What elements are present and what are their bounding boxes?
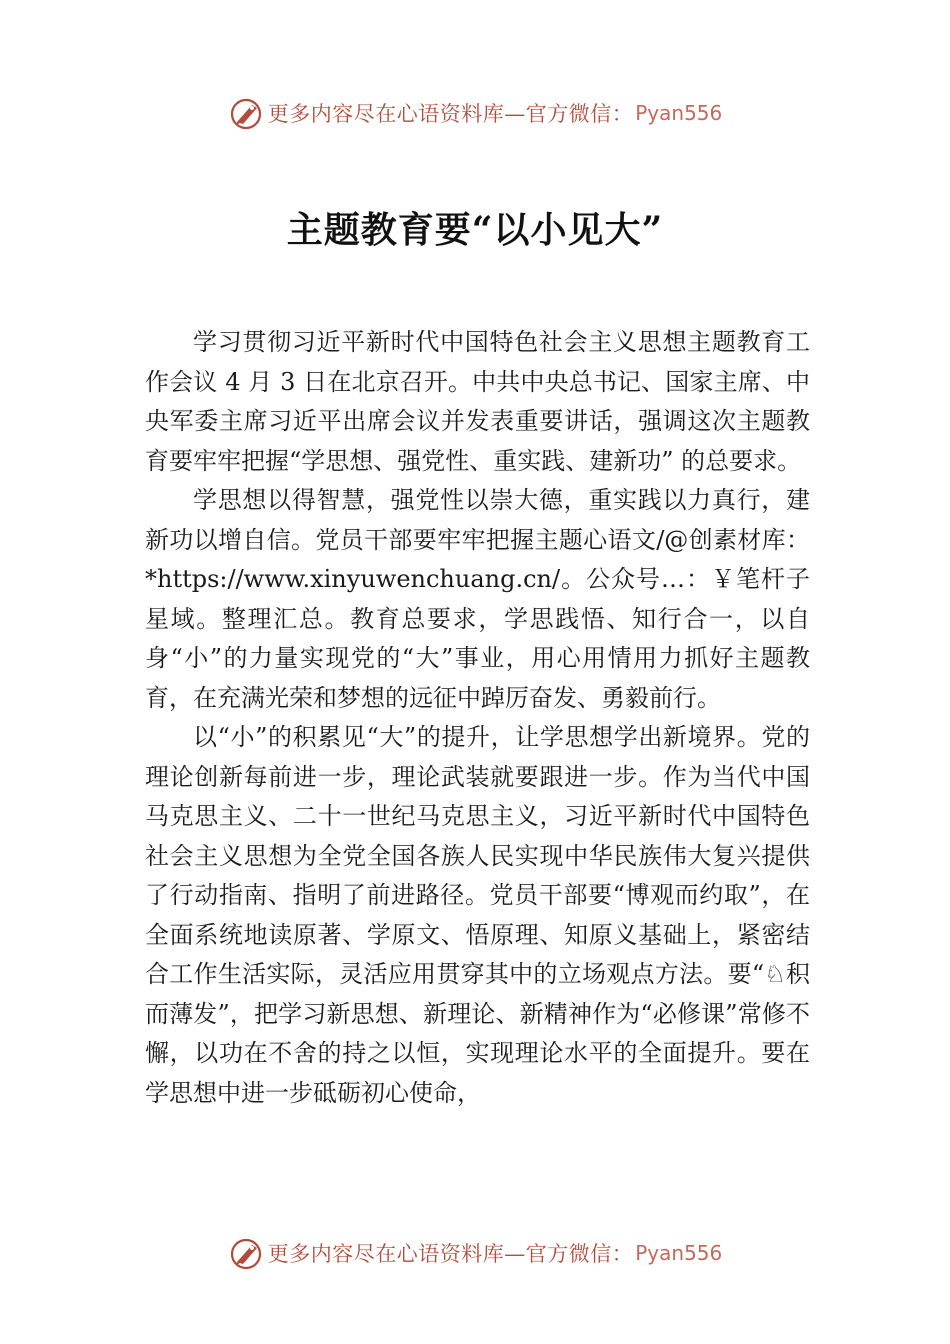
paragraph: 以“小”的积累见“大”的提升，让学思想学出新境界。党的理论创新每前进一步，理论武装就要跟进一步。作为当代中国马克思主义、二十一世纪马克思主义，习近平新时代中国特色社会主义思想为全党全国各族人民实现中华民族伟大复兴提供了行动指南、指明了前进路径。党员干部要“博观而约取”，在全面系统地读原著、学原文、悟原理、知原义基础上，紧密结合工作生活实际，灵活应用贯穿其中的立场观点方法。要“♘积而薄发”，把学习新思想、新理论、新精神作为“必修课”常修不懈，以功在不舍的持之以恒，实现理论水平的全面提升。要在学思想中进一步砥砺初心使命， (145, 723, 810, 1107)
header-banner (0, 93, 950, 133)
header-banner-text: 更多内容尽在心语资料库—官方微信： (267, 102, 634, 126)
paragraph: 学思想以得智慧，强党性以崇大德，重实践以力真行，建新功以增自信。党员干部要牢牢把握主题心语文/@创素材库：*https://www.xinyuwenchuang.cn/。公众号…：￥笔杆子星域。整理汇总。教育总要求，学思践悟、知行合一，以自身“小”的力量实现党的“大”事业，用心用情用力抓好主题教育，在充满光荣和梦想的远征中踔厉奋发、勇毅前行。 (145, 486, 810, 712)
document-body (145, 323, 810, 1113)
document-title: 主题教育要“以小见大” (286, 209, 664, 251)
footer-banner-handle: Pyan556 (635, 1241, 723, 1265)
footer-banner (0, 1233, 950, 1273)
footer-banner-text: 更多内容尽在心语资料库—官方微信： (267, 1242, 634, 1266)
pen-nib-circle-icon (228, 95, 264, 131)
pen-nib-circle-icon (228, 1235, 264, 1271)
header-banner-handle: Pyan556 (635, 101, 723, 125)
paragraph: 学习贯彻习近平新时代中国特色社会主义思想主题教育工作会议 4 月 3 日在北京召开。中共中央总书记、国家主席、中央军委主席习近平出席会议并发表重要讲话，强调这次主题教育要牢牢把握“学思想、强党性、重实践、建新功” 的总要求。 (145, 328, 810, 475)
